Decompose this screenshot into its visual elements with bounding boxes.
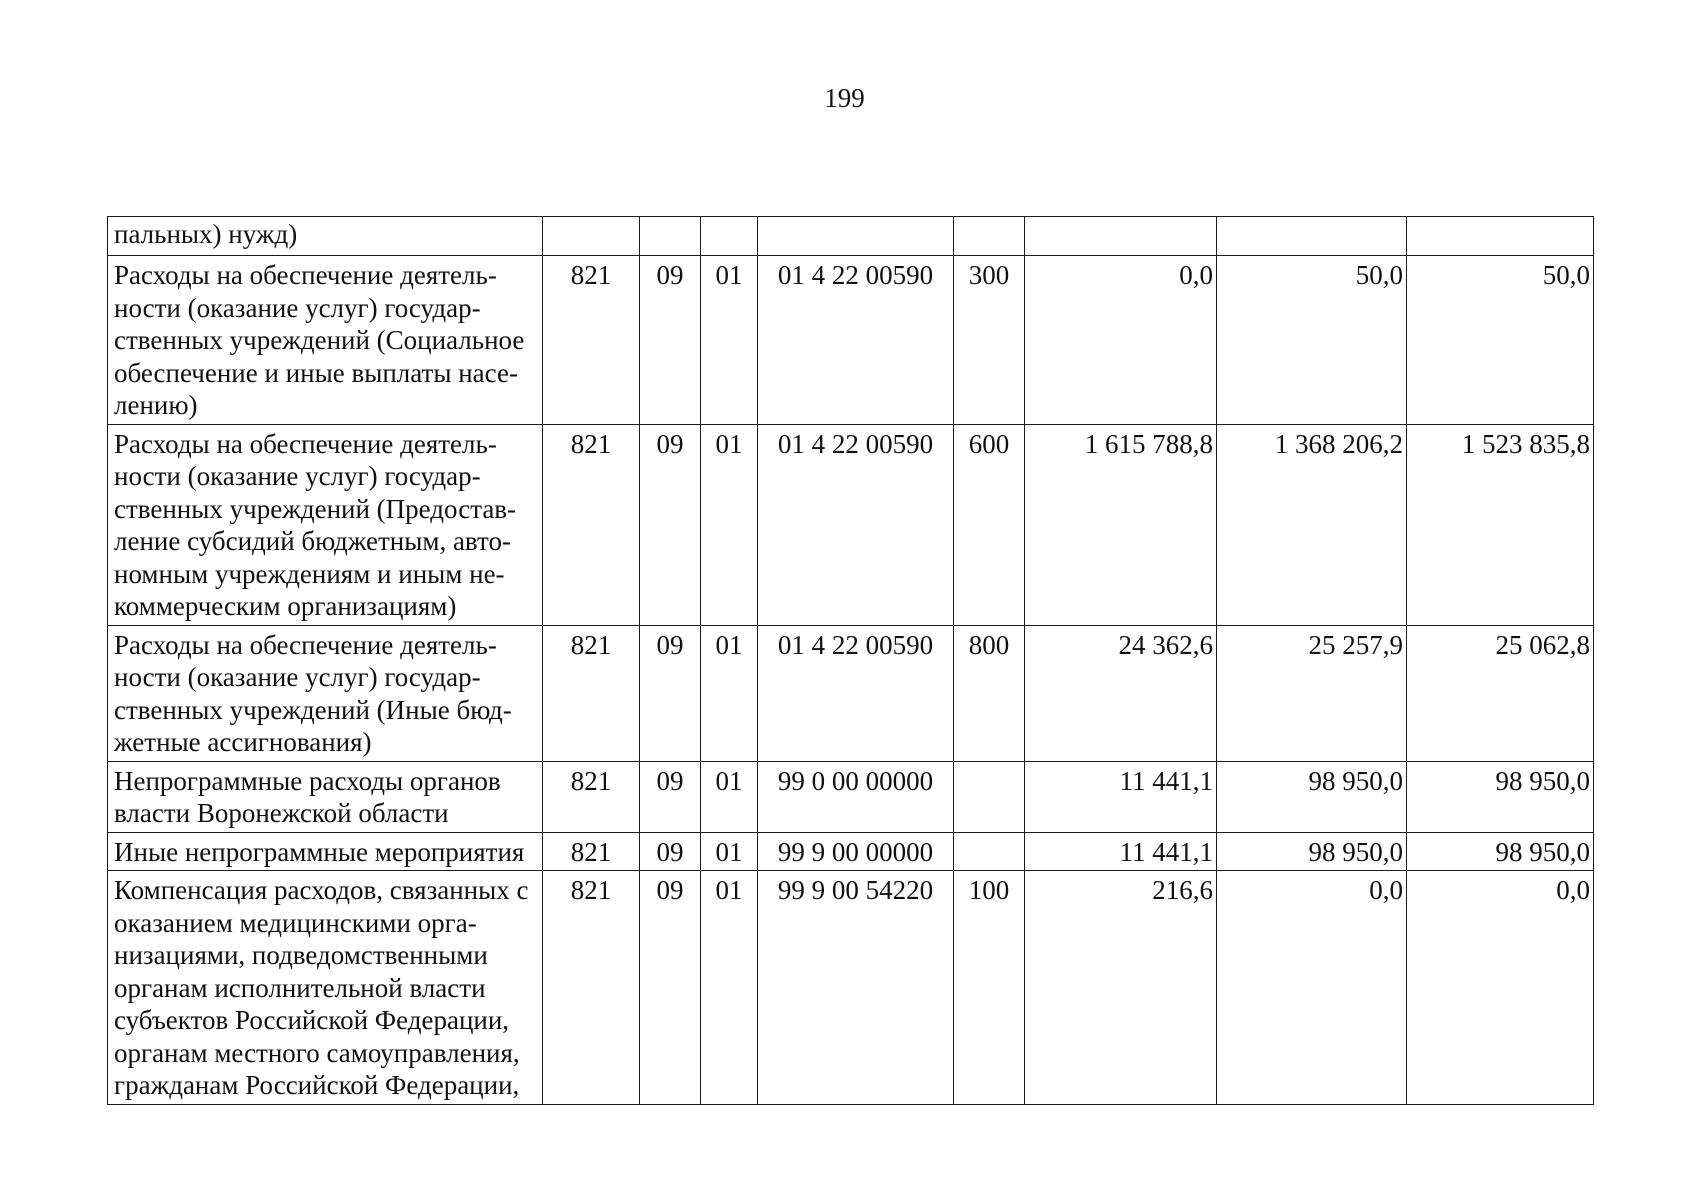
subsection-code-cell: 01	[701, 871, 758, 1105]
target-article-cell: 01 4 22 00590	[758, 256, 954, 425]
expense-name-cell: пальных) нужд)	[108, 217, 543, 256]
section-code-cell: 09	[640, 761, 701, 832]
expense-name-cell: Иные непрограммные мероприятия	[108, 832, 543, 871]
section-code-cell	[640, 217, 701, 256]
target-article-cell: 99 9 00 54220	[758, 871, 954, 1105]
target-article-cell	[758, 217, 954, 256]
expense-type-cell: 100	[954, 871, 1025, 1105]
amount-cell-1: 1 615 788,8	[1025, 424, 1217, 625]
ministry-code-cell: 821	[543, 625, 640, 761]
amount-cell-2: 25 257,9	[1217, 625, 1407, 761]
expense-name-cell: Непрограммные расходы органов власти Воронежской области	[108, 761, 543, 832]
expense-type-cell	[954, 761, 1025, 832]
amount-cell-3: 98 950,0	[1407, 761, 1594, 832]
ministry-code-cell	[543, 217, 640, 256]
subsection-code-cell: 01	[701, 761, 758, 832]
section-code-cell: 09	[640, 424, 701, 625]
subsection-code-cell: 01	[701, 625, 758, 761]
expense-type-cell	[954, 832, 1025, 871]
section-code-cell: 09	[640, 832, 701, 871]
expense-type-cell: 800	[954, 625, 1025, 761]
target-article-cell: 99 0 00 00000	[758, 761, 954, 832]
amount-cell-3: 1 523 835,8	[1407, 424, 1594, 625]
table-row	[108, 625, 1594, 761]
budget-table	[107, 216, 1594, 1105]
ministry-code-cell: 821	[543, 761, 640, 832]
amount-cell-1	[1025, 217, 1217, 256]
amount-cell-2: 98 950,0	[1217, 832, 1407, 871]
amount-cell-2: 50,0	[1217, 256, 1407, 425]
amount-cell-1: 24 362,6	[1025, 625, 1217, 761]
table-row	[108, 832, 1594, 871]
expense-name-cell: Расходы на обеспечение деятель-ности (оказание услуг) государ-ственных учреждений (Социальное обеспечение и иные выплаты насе-лению)	[108, 256, 543, 425]
subsection-code-cell	[701, 217, 758, 256]
expense-type-cell: 300	[954, 256, 1025, 425]
amount-cell-3: 0,0	[1407, 871, 1594, 1105]
amount-cell-2: 98 950,0	[1217, 761, 1407, 832]
amount-cell-2: 0,0	[1217, 871, 1407, 1105]
expense-name-cell: Компенсация расходов, связанных с оказанием медицинскими орга-низациями, подведомственными органам исполнительной власти субъектов Российской Федерации, органам местного самоуправления, гражданам Российской Федерации,	[108, 871, 543, 1105]
expense-type-cell: 600	[954, 424, 1025, 625]
target-article-cell: 01 4 22 00590	[758, 625, 954, 761]
amount-cell-2	[1217, 217, 1407, 256]
section-code-cell: 09	[640, 256, 701, 425]
section-code-cell: 09	[640, 871, 701, 1105]
subsection-code-cell: 01	[701, 424, 758, 625]
expense-type-cell	[954, 217, 1025, 256]
table-row	[108, 871, 1594, 1105]
expense-name-cell: Расходы на обеспечение деятель-ности (оказание услуг) государ-ственных учреждений (Предостав-ление субсидий бюджетным, авто-номным учреждениям и иным не-коммерческим организациям)	[108, 424, 543, 625]
amount-cell-3: 50,0	[1407, 256, 1594, 425]
section-code-cell: 09	[640, 625, 701, 761]
expense-name-cell: Расходы на обеспечение деятель-ности (оказание услуг) государ-ственных учреждений (Иные бюд-жетные ассигнования)	[108, 625, 543, 761]
table-row	[108, 761, 1594, 832]
subsection-code-cell: 01	[701, 832, 758, 871]
ministry-code-cell: 821	[543, 256, 640, 425]
amount-cell-1: 216,6	[1025, 871, 1217, 1105]
subsection-code-cell: 01	[701, 256, 758, 425]
page-number: 199	[824, 83, 865, 113]
target-article-cell: 99 9 00 00000	[758, 832, 954, 871]
ministry-code-cell: 821	[543, 871, 640, 1105]
amount-cell-3: 98 950,0	[1407, 832, 1594, 871]
ministry-code-cell: 821	[543, 832, 640, 871]
amount-cell-3	[1407, 217, 1594, 256]
amount-cell-1: 11 441,1	[1025, 761, 1217, 832]
table-body	[108, 217, 1594, 1105]
amount-cell-1: 11 441,1	[1025, 832, 1217, 871]
amount-cell-3: 25 062,8	[1407, 625, 1594, 761]
ministry-code-cell: 821	[543, 424, 640, 625]
table-row	[108, 217, 1594, 256]
amount-cell-2: 1 368 206,2	[1217, 424, 1407, 625]
amount-cell-1: 0,0	[1025, 256, 1217, 425]
table-row	[108, 424, 1594, 625]
target-article-cell: 01 4 22 00590	[758, 424, 954, 625]
table-row	[108, 256, 1594, 425]
